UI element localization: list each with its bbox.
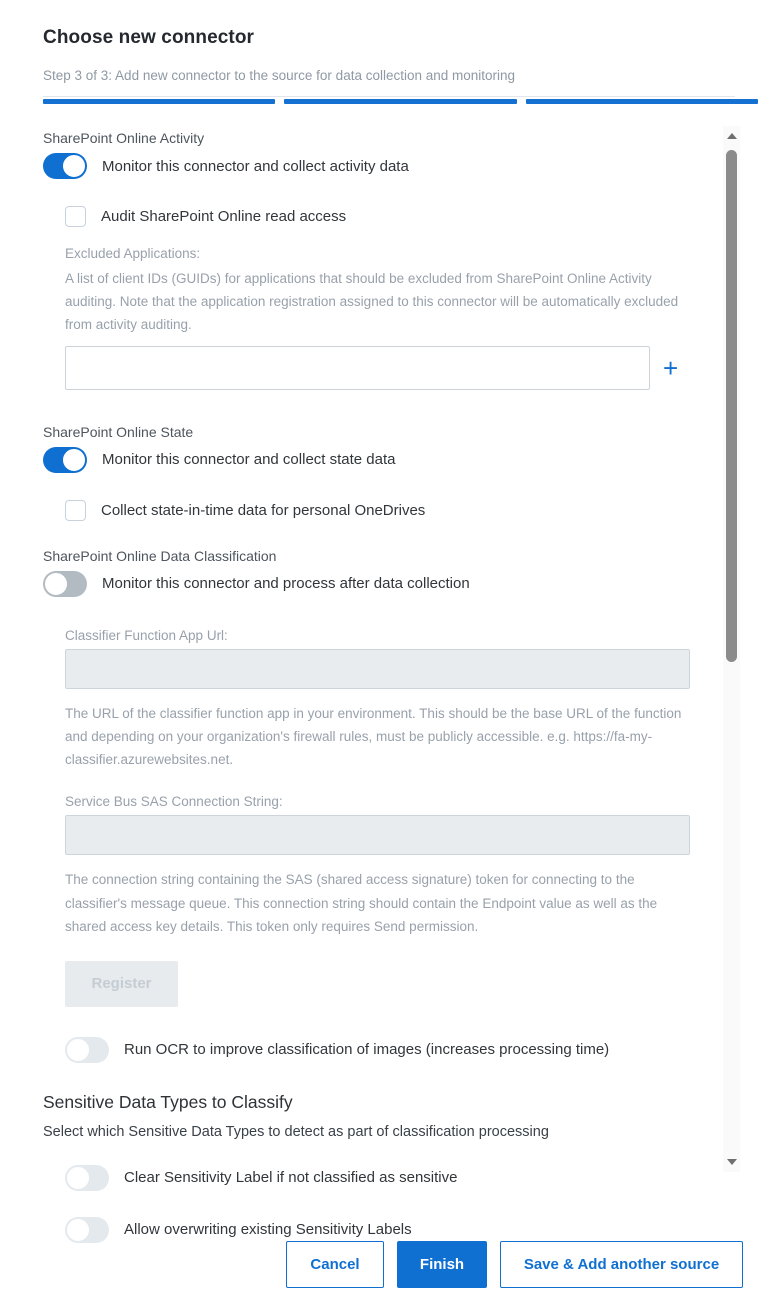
activity-monitor-row	[43, 153, 688, 179]
state-monitor-label: Monitor this connector and collect state data	[102, 451, 396, 469]
excluded-applications-input-row	[65, 346, 688, 390]
excluded-applications-description: A list of client IDs (GUIDs) for applications that should be excluded from SharePoint Online Activity auditing. Note that the application registration assigned to this connector will be automatically excluded from activity auditing.	[65, 271, 679, 333]
ocr-toggle[interactable]	[65, 1037, 109, 1063]
toggle-knob	[44, 572, 68, 596]
toggle-knob	[66, 1218, 90, 1242]
toggle-knob	[66, 1166, 90, 1190]
overwrite-sensitivity-labels-toggle[interactable]	[65, 1217, 109, 1243]
scrollbar-down-icon[interactable]	[723, 1154, 740, 1170]
section-label-classification: SharePoint Online Data Classification	[43, 547, 277, 564]
excluded-applications-field	[65, 246, 688, 390]
excluded-applications-input[interactable]	[65, 346, 650, 390]
section-label-activity: SharePoint Online Activity	[43, 130, 205, 146]
wizard-progress-bar	[43, 99, 758, 104]
activity-monitor-label: Monitor this connector and collect activity data	[102, 157, 409, 175]
excluded-applications-label: Excluded Applications:	[65, 246, 201, 261]
audit-read-access-checkbox[interactable]	[65, 206, 86, 227]
section-label-state: SharePoint Online State	[43, 423, 194, 440]
audit-read-access-row	[65, 206, 688, 227]
clear-sensitivity-label-text: Clear Sensitivity Label if not classified as sensitive	[124, 1169, 458, 1187]
sensitive-data-types-subheading: Select which Sensitive Data Types to detect as part of classification processing	[43, 1123, 549, 1140]
scrollbar-up-icon[interactable]	[723, 128, 740, 144]
sas-connection-description: The connection string containing the SAS (shared access signature) token for connecting to the classifier's message queue. This connection string should contain the Endpoint value as well as the shared access key details. This token only requires Send permission.	[65, 872, 658, 934]
clear-sensitivity-label-toggle[interactable]	[65, 1165, 109, 1191]
clear-label-row	[65, 1165, 688, 1191]
sas-connection-field	[65, 794, 688, 938]
add-excluded-application-button[interactable]: +	[663, 352, 679, 383]
onedrive-state-row	[65, 500, 688, 521]
progress-step-2	[284, 99, 516, 104]
dialog-footer	[286, 1241, 743, 1288]
vertical-scrollbar[interactable]	[723, 126, 740, 1172]
scrollbar-thumb[interactable]	[726, 150, 737, 662]
ocr-row	[65, 1037, 688, 1063]
state-monitor-row	[43, 447, 688, 473]
classification-monitor-row	[43, 571, 688, 597]
sas-connection-input	[65, 815, 690, 855]
classification-monitor-toggle[interactable]	[43, 571, 87, 597]
activity-monitor-toggle[interactable]	[43, 153, 87, 179]
progress-step-1	[43, 99, 275, 104]
classifier-url-description: The URL of the classifier function app in your environment. This should be the base URL of the function and depending on your organization's firewall rules, must be publicly accessible. e.g. https://fa-my-classifier.azurewebsites.net.	[65, 705, 682, 768]
classifier-url-label: Classifier Function App Url:	[65, 627, 228, 643]
step-subtitle: Step 3 of 3: Add new connector to the source for data collection and monitoring	[43, 68, 735, 97]
connector-settings-panel	[43, 130, 688, 1243]
audit-read-access-label: Audit SharePoint Online read access	[101, 208, 347, 225]
sensitive-data-types-heading: Sensitive Data Types to Classify	[43, 1091, 293, 1112]
ocr-label: Run OCR to improve classification of images (increases processing time)	[124, 1041, 610, 1059]
save-add-another-source-button[interactable]: Save & Add another source	[500, 1241, 743, 1288]
classification-monitor-label: Monitor this connector and process after data collection	[102, 575, 470, 593]
overwrite-label-row	[65, 1217, 688, 1243]
classifier-url-field	[65, 628, 688, 772]
dialog-header	[0, 0, 763, 104]
page-title: Choose new connector	[43, 27, 255, 48]
onedrive-state-label: Collect state-in-time data for personal OneDrives	[101, 501, 426, 519]
toggle-knob	[66, 1038, 90, 1062]
state-monitor-toggle[interactable]	[43, 447, 87, 473]
sas-connection-label: Service Bus SAS Connection String:	[65, 794, 283, 810]
onedrive-state-checkbox[interactable]	[65, 500, 86, 521]
cancel-button[interactable]: Cancel	[286, 1241, 384, 1288]
finish-button[interactable]: Finish	[397, 1241, 487, 1288]
register-button[interactable]: Register	[65, 961, 178, 1007]
toggle-knob	[62, 448, 86, 472]
progress-step-3	[526, 99, 758, 104]
overwrite-sensitivity-labels-text: Allow overwriting existing Sensitivity Labels	[124, 1221, 412, 1239]
classifier-url-input	[65, 649, 690, 689]
toggle-knob	[62, 154, 86, 178]
